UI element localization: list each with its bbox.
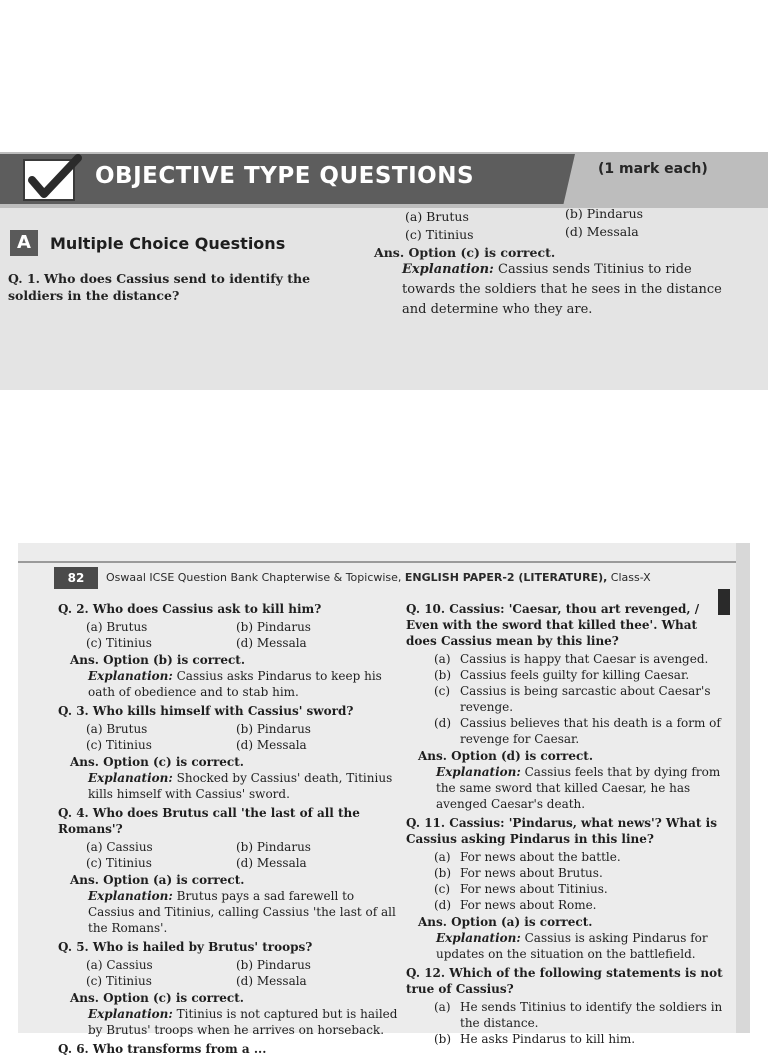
explanation: Explanation: Shocked by Cassius' death, Titinius kills himself with Cassius' sword. [88, 771, 393, 801]
option-b: (b) He asks Pindarus to kill him. [434, 1032, 636, 1046]
option-a: (a) Cassius is happy that Caesar is avenged. [434, 652, 709, 666]
answer: Ans. Option (a) is correct. [418, 915, 593, 929]
option-c: (c) Titinius [86, 974, 152, 988]
section-banner [0, 152, 768, 208]
answer: Ans. Option (d) is correct. [418, 749, 594, 763]
option-a: (a) Brutus [405, 209, 469, 224]
page-number: 82 [54, 567, 98, 589]
option-c: (c) Cassius is being sarcastic about Caesar's revenge. [434, 684, 711, 714]
question-12: Q. 12. Which of the following statements is not true of Cassius? (a) He sends Titinius to identify the soldiers in the distance. (b) He asks Pindarus to kill him. [406, 965, 732, 1047]
explanation-text: Cassius sends Titinius to ride towards the soldiers that he sees in the distance and determine who they are. [402, 262, 722, 317]
option-a: (a) Cassius [86, 958, 153, 972]
explanation: Explanation: Cassius feels that by dying from the same sword that killed Caesar, he has avenged Caesar's death. [436, 765, 721, 811]
question-2: Q. 2. Who does Cassius ask to kill him? (a) Brutus (b) Pindarus (c) Titinius (d) Messala Ans. Option (b) is correct. Explanation: Cassius asks Pindarus to keep his oath of obedience and to stab him. [58, 601, 398, 700]
mark-note: (1 mark each) [598, 161, 708, 177]
running-head: Oswaal ICSE Question Bank Chapterwise & Topicwise, ENGLISH PAPER-2 (LITERATURE), Class-X [106, 571, 651, 584]
answer: Ans. Option (b) is correct. [70, 653, 246, 667]
answer-1: Ans. Option (c) is correct. [374, 245, 556, 260]
option-d: (d) Messala [236, 636, 307, 650]
question-4: Q. 4. Who does Brutus call 'the last of all the Romans'? (a) Cassius (b) Pindarus (c) Titinius (d) Messala Ans. Option (a) is correct. Explanation: Brutus pays a sad farewell to Cassius and Titinius, calling Cassius 'the last of all the Romans'. [58, 805, 398, 936]
option-c: (c) Titinius [86, 636, 152, 650]
explanation: Explanation: Titinius is not captured but is hailed by Brutus' troops when he arrives on horseback. [88, 1007, 398, 1037]
banner-title: OBJECTIVE TYPE QUESTIONS [95, 163, 475, 189]
answer: Ans. Option (a) is correct. [70, 873, 245, 887]
question-5: Q. 5. Who is hailed by Brutus' troops? (a) Cassius (b) Pindarus (c) Titinius (d) Messala Ans. Option (c) is correct. Explanation: Titinius is not captured but is hailed by Brutus' troops when he arrives on horseback. [58, 940, 398, 1037]
question-3: Q. 3. Who kills himself with Cassius' sword? (a) Brutus (b) Pindarus (c) Titinius (d) Messala Ans. Option (c) is correct. Explanation: Shocked by Cassius' death, Titinius kills himself with Cassius' sword. [58, 703, 398, 802]
option-a: (a) He sends Titinius to identify the soldiers in the distance. [434, 1000, 723, 1030]
question-1-options [405, 208, 735, 248]
option-c: (c) Titinius [405, 227, 474, 242]
option-a: (a) For news about the battle. [434, 850, 621, 864]
question-text: Who does Cassius send to identify the soldiers in the distance? [8, 271, 311, 303]
answer: Ans. Option (c) is correct. [70, 755, 244, 769]
question-1 [8, 270, 353, 304]
checkmark-icon [22, 156, 82, 202]
option-d: (d) Cassius believes that his death is a form of revenge for Caesar. [434, 716, 721, 746]
explanation: Explanation: Cassius is asking Pindarus for updates on the situation on the battlefield. [436, 931, 708, 961]
explanation: Explanation: Cassius asks Pindarus to keep his oath of obedience and to stab him. [88, 669, 382, 699]
answer: Ans. Option (c) is correct. [70, 991, 244, 1005]
section-heading [10, 230, 310, 256]
section-title: Multiple Choice Questions [50, 233, 286, 253]
left-column [58, 601, 398, 1059]
explanation: Explanation: Brutus pays a sad farewell to Cassius and Titinius, calling Cassius 'the last of all the Romans'. [88, 889, 396, 935]
page-top-rule [18, 561, 750, 563]
top-excerpt [0, 152, 768, 390]
question-11: Q. 11. Cassius: 'Pindarus, what news'? What is Cassius asking Pindarus in this line? (a) For news about the battle. (b) For news about Brutus. (c) For news about Titinius. (d) For news about Rome. Ans. Option (a) is correct. Explanation: Cassius is asking Pindarus for updates on the situation on the battlefield. [406, 815, 732, 962]
explanation-1 [402, 260, 736, 320]
option-c: (c) Titinius [86, 738, 152, 752]
option-c: (c) Titinius [86, 856, 152, 870]
option-b: (b) Pindarus [236, 958, 311, 972]
option-b: (b) Pindarus [236, 620, 311, 634]
right-column [406, 601, 732, 1050]
question-6-partial: Q. 6. Who transforms from a ... [58, 1042, 267, 1056]
option-b: (b) For news about Brutus. [434, 866, 603, 880]
option-d: (d) Messala [236, 856, 307, 870]
option-d: (d) Messala [236, 738, 307, 752]
option-a: (a) Brutus [86, 722, 148, 736]
option-a: (a) Brutus [86, 620, 148, 634]
option-d: (d) Messala [565, 224, 639, 239]
option-a: (a) Cassius [86, 840, 153, 854]
option-b: (b) Cassius feels guilty for killing Caesar. [434, 668, 690, 682]
question-10: Q. 10. Cassius: 'Caesar, thou art revenged, / Even with the sword that killed thee'. What does Cassius mean by this line? (a) Cassius is happy that Caesar is avenged. (b) Cassius feels guilty for killing Caesar. (c) Cassius is being sarcastic about Caesar's revenge. (d) Cassius believes that his death is a form of revenge for Caesar. Ans. Option (d) is correct. Explanation: Cassius feels that by dying from the same sword that killed Caesar, he has avenged Caesar's death. [406, 601, 732, 812]
explanation-label: Explanation: [402, 262, 494, 277]
option-b: (b) Pindarus [236, 722, 311, 736]
option-b: (b) Pindarus [236, 840, 311, 854]
question-number: Q. 1. [8, 271, 41, 286]
option-d: (d) For news about Rome. [434, 898, 597, 912]
option-c: (c) For news about Titinius. [434, 882, 608, 896]
option-b: (b) Pindarus [565, 206, 644, 221]
option-d: (d) Messala [236, 974, 307, 988]
book-page [18, 543, 750, 1056]
page-edge-shadow [736, 543, 750, 1033]
section-letter: A [10, 230, 38, 256]
